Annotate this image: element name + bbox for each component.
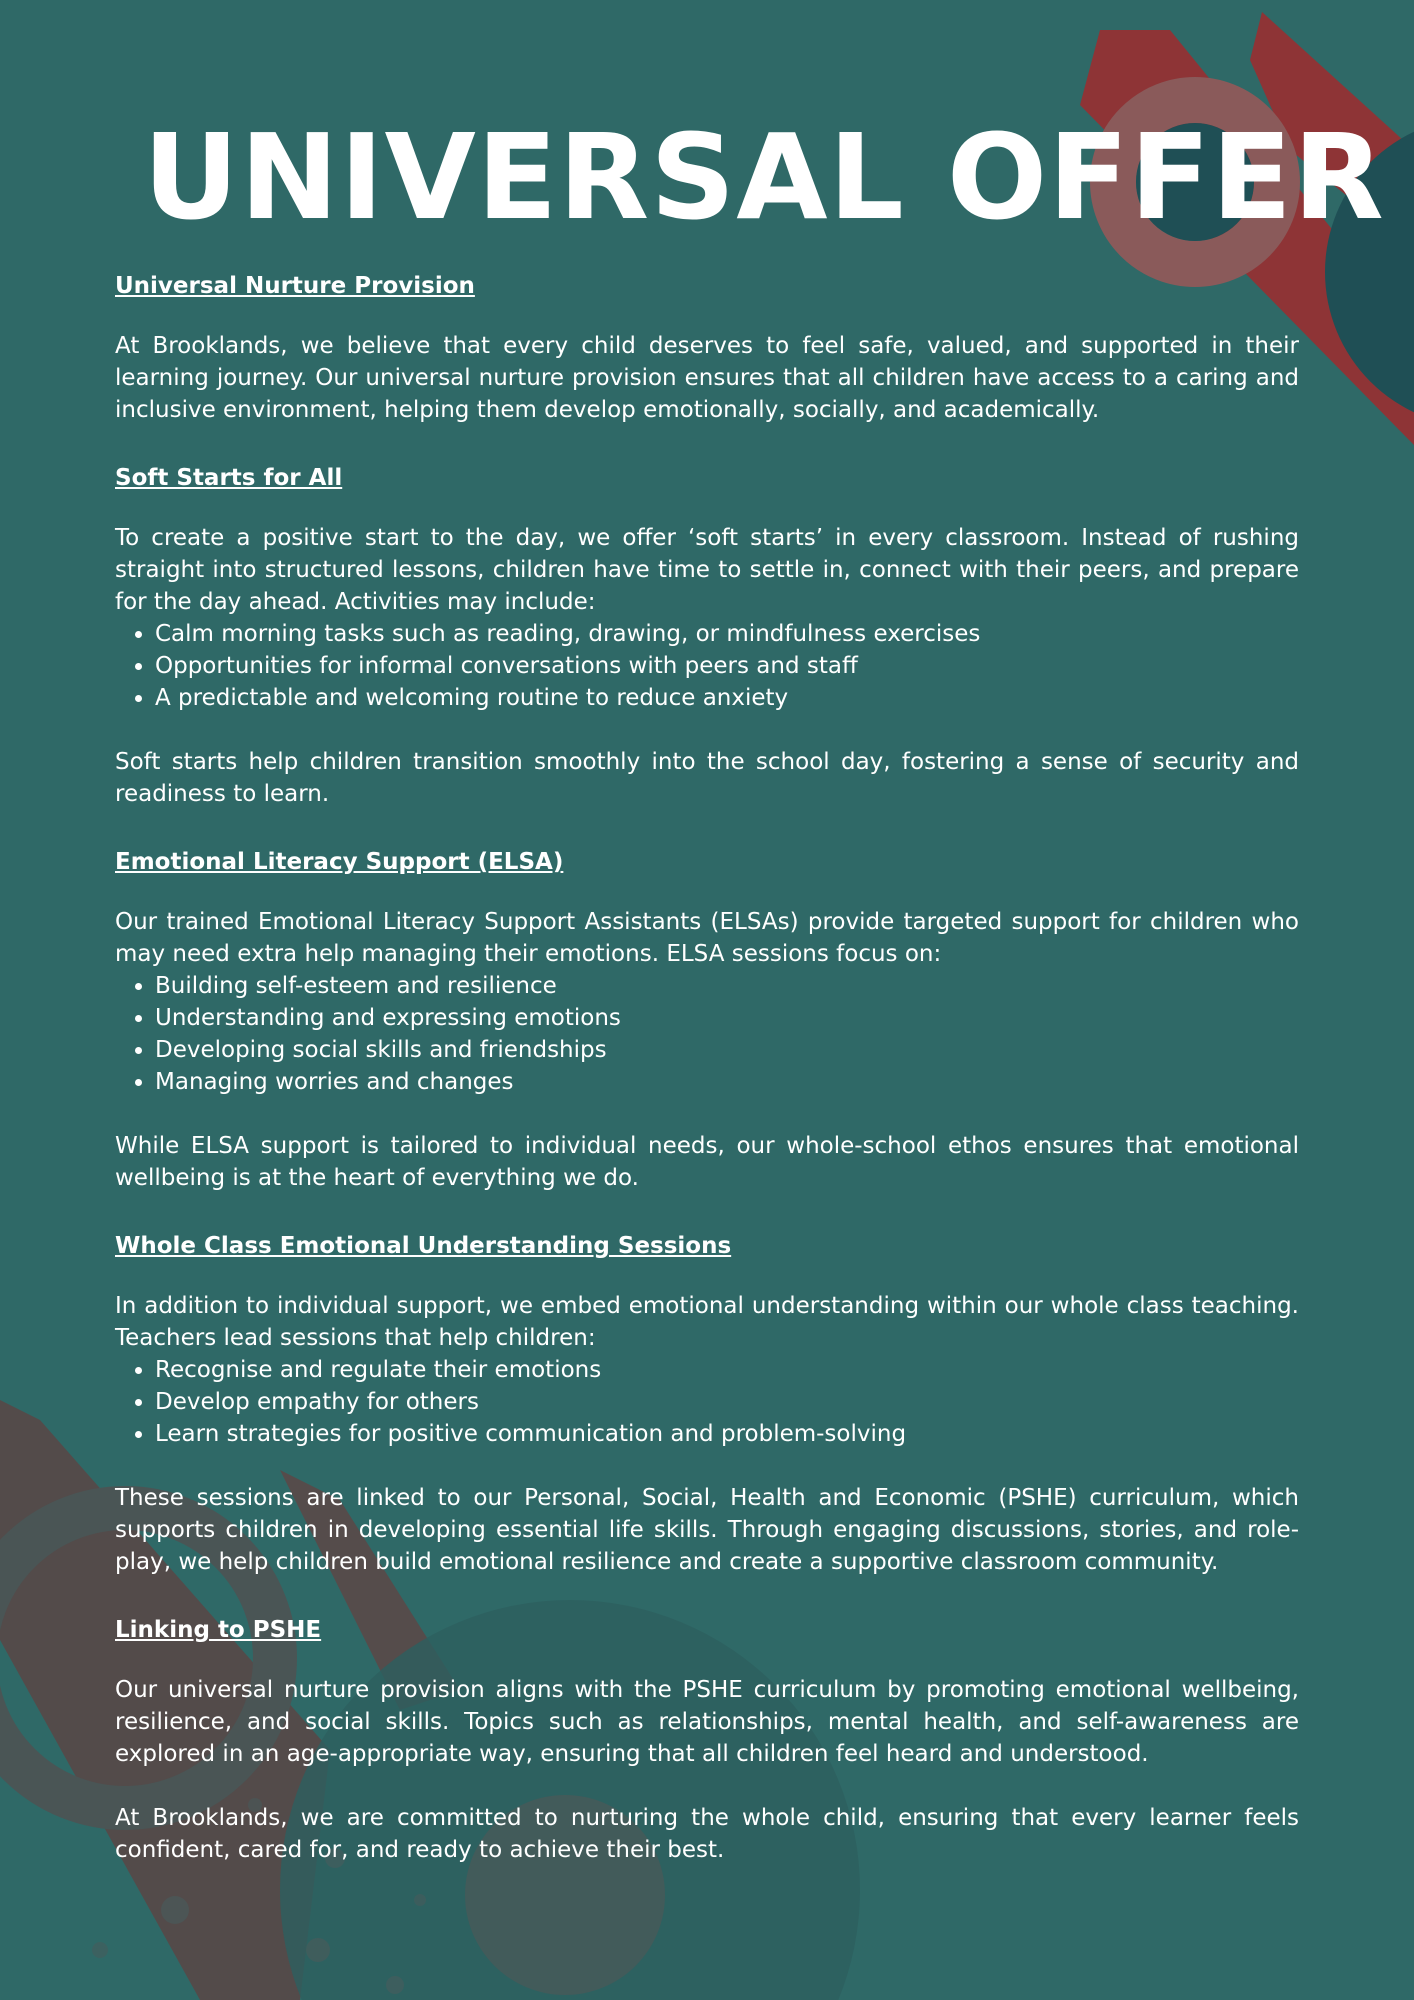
list-item: • Developing social skills and friendships xyxy=(155,1034,1299,1066)
list-soft-starts xyxy=(115,618,1299,714)
section-heading-nurture: Universal Nurture Provision xyxy=(115,273,475,299)
paragraph-soft-starts-outro: Soft starts help children transition smoothly into the school day, fostering a sense of security and readiness to learn. xyxy=(115,749,1299,807)
list-item: • Recognise and regulate their emotions xyxy=(155,1354,1299,1386)
bubble xyxy=(386,1976,404,1994)
list-elsa xyxy=(115,970,1299,1098)
paragraph-whole-class-outro: These sessions are linked to our Personal, Social, Health and Economic (PSHE) curriculum, which supports children in developing essential life skills. Through engaging discussions, stories, and role-play, we help children build emotional resilience and create a supportive classroom community. xyxy=(115,1485,1299,1575)
section-heading-whole-class: Whole Class Emotional Understanding Sessions xyxy=(115,1233,732,1259)
list-item: • Building self-esteem and resilience xyxy=(155,970,1299,1002)
list-item: • Understanding and expressing emotions xyxy=(155,1002,1299,1034)
body-text xyxy=(115,266,1299,1866)
section-heading-soft-starts: Soft Starts for All xyxy=(115,465,343,491)
bubble xyxy=(161,1896,189,1924)
paragraph-pshe: Our universal nurture provision aligns with the PSHE curriculum by promoting emotional wellbeing, resilience, and social skills. Topics such as relationships, mental health, and self-awareness are explored in an age-appropriate way, ensuring that all children feel heard and understood. xyxy=(115,1677,1299,1767)
bubble xyxy=(306,1938,330,1962)
paragraph-soft-starts-intro: To create a positive start to the day, we offer ‘soft starts’ in every classroom. Instead of rushing straight into structured lessons, children have time to settle in, connect with their peers, and prepare for the day ahead. Activities may include: xyxy=(115,525,1299,615)
list-item: • Develop empathy for others xyxy=(155,1386,1299,1418)
list-item: • Opportunities for informal conversations with peers and staff xyxy=(155,650,1299,682)
list-item: • A predictable and welcoming routine to reduce anxiety xyxy=(155,682,1299,714)
paragraph-whole-class-intro: In addition to individual support, we embed emotional understanding within our whole class teaching. Teachers lead sessions that help children: xyxy=(115,1293,1299,1351)
section-heading-elsa: Emotional Literacy Support (ELSA) xyxy=(115,849,564,875)
paragraph-nurture: At Brooklands, we believe that every child deserves to feel safe, valued, and supported in their learning journey. Our universal nurture provision ensures that all children have access to a caring and inclusive environment, helping them develop emotionally, socially, and academically. xyxy=(115,333,1299,423)
bubble xyxy=(92,1942,108,1958)
bubble xyxy=(414,1894,426,1906)
paragraph-closing: At Brooklands, we are committed to nurturing the whole child, ensuring that every learner feels confident, cared for, and ready to achieve their best. xyxy=(115,1805,1299,1863)
list-item: • Learn strategies for positive communication and problem-solving xyxy=(155,1418,1299,1450)
paragraph-elsa-outro: While ELSA support is tailored to individual needs, our whole-school ethos ensures that emotional wellbeing is at the heart of everything we do. xyxy=(115,1133,1299,1191)
list-whole-class xyxy=(115,1354,1299,1450)
paragraph-elsa-intro: Our trained Emotional Literacy Support Assistants (ELSAs) provide targeted support for children who may need extra help managing their emotions. ELSA sessions focus on: xyxy=(115,909,1299,967)
list-item: • Calm morning tasks such as reading, drawing, or mindfulness exercises xyxy=(155,618,1299,650)
page-title: UNIVERSAL OFFER xyxy=(143,108,1385,246)
list-item: • Managing worries and changes xyxy=(155,1066,1299,1098)
section-heading-pshe: Linking to PSHE xyxy=(115,1617,322,1643)
